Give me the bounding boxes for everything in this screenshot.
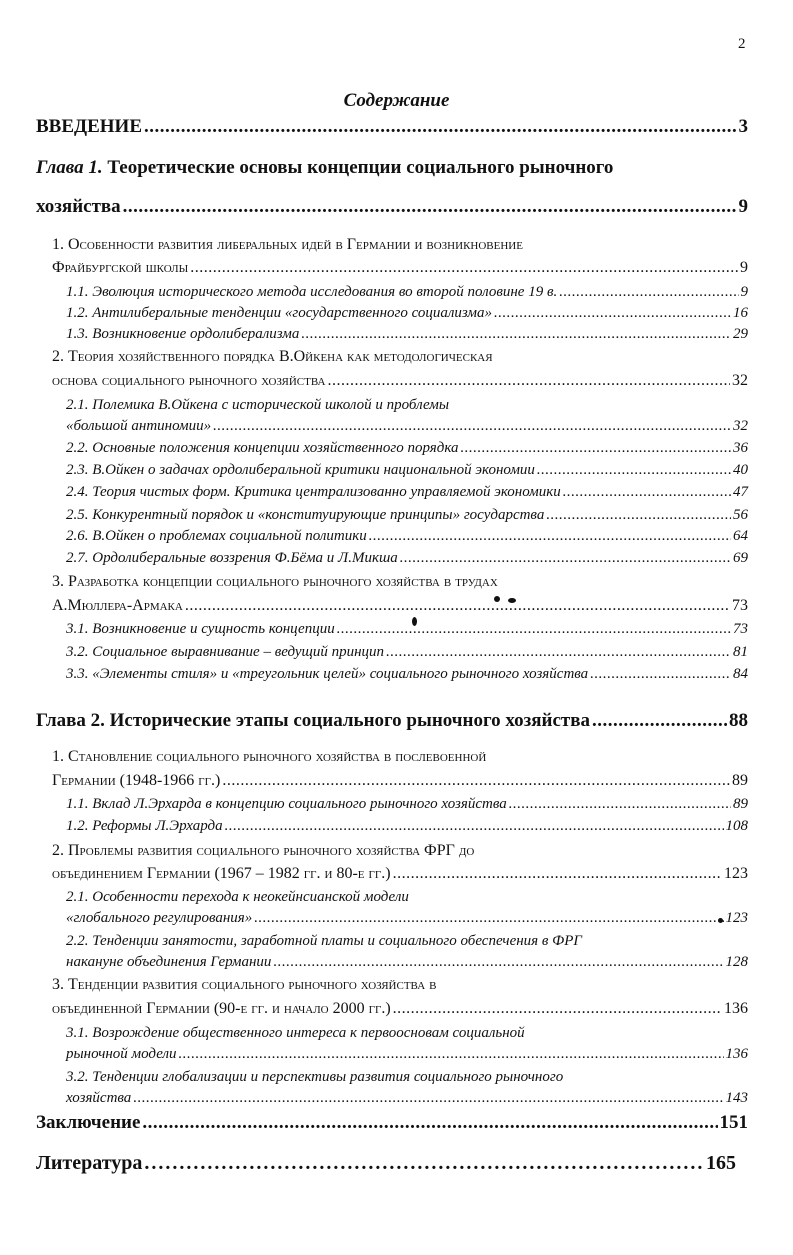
toc-subsection-page: 84 xyxy=(733,666,748,682)
toc-subsection-page: 69 xyxy=(733,550,748,566)
dot-leader xyxy=(144,116,737,138)
toc-section-page: 73 xyxy=(732,597,748,614)
dot-leader xyxy=(559,284,738,301)
toc-section-title: А.Мюллера-Армака xyxy=(52,597,183,614)
toc-section-page: 123 xyxy=(724,865,748,882)
toc-subsection-title: 1.1. Вклад Л.Эрхарда в концепцию социального рыночного хозяйства xyxy=(66,796,507,812)
dot-leader xyxy=(592,710,727,732)
dot-leader xyxy=(185,597,730,615)
dot-leader xyxy=(393,865,722,883)
toc-subsection-title: 3.3. «Элементы стиля» и «треугольник целей» социального рыночного хозяйства xyxy=(66,666,589,682)
toc-subsection-title: 2.4. Теория чистых форм. Критика централизованно управляемой экономики xyxy=(66,484,561,500)
toc-section-page: 32 xyxy=(732,372,748,389)
dot-leader xyxy=(494,305,731,322)
toc-section[interactable]: 2. Теория хозяйственного порядка В.Ойкена как методологическая xyxy=(52,348,493,365)
toc-subsection[interactable] xyxy=(66,484,748,501)
toc-subsection-page: 128 xyxy=(725,954,748,970)
toc-subsection[interactable] xyxy=(66,621,748,638)
toc-subsection-title: 1.2. Реформы Л.Эрхарда xyxy=(66,818,223,834)
dot-leader xyxy=(179,1046,724,1063)
toc-subsection-cont[interactable] xyxy=(66,954,748,971)
toc-subsection-page: 108 xyxy=(725,818,748,834)
toc-section-title: основа социального рыночного хозяйства xyxy=(52,372,326,389)
toc-subsection-title: хозяйства xyxy=(66,1090,132,1106)
toc-subsection-title: 2.6. В.Ойкен о проблемах социальной политики xyxy=(66,528,367,544)
toc-subsection[interactable] xyxy=(66,507,748,524)
toc-chapter1-line2[interactable] xyxy=(36,196,748,218)
toc-subsection[interactable] xyxy=(66,284,748,301)
dot-leader xyxy=(142,1112,717,1134)
toc-subsection-cont[interactable] xyxy=(66,910,748,927)
toc-subsection[interactable] xyxy=(66,462,748,479)
chapter1-title-cont: хозяйства xyxy=(36,196,121,217)
toc-section[interactable]: 3. Разработка концепции социального рыночного хозяйства в трудах xyxy=(52,573,498,590)
toc-section-cont[interactable] xyxy=(52,597,748,615)
toc-section-cont[interactable] xyxy=(52,1000,748,1018)
dot-leader xyxy=(225,818,724,835)
dot-leader xyxy=(144,1152,704,1175)
dot-leader xyxy=(509,796,731,813)
toc-subsection-title: «большой антиномии» xyxy=(66,418,212,434)
toc-subsection[interactable]: 2.1. Особенности перехода к неокейнсианской модели xyxy=(66,889,409,905)
toc-intro[interactable] xyxy=(36,116,748,138)
toc-subsection-title: 1.3. Возникновение ордолиберализма xyxy=(66,326,300,342)
toc-section[interactable]: 2. Проблемы развития социального рыночного хозяйства ФРГ до xyxy=(52,842,475,859)
toc-subsection-title: 2.7. Ордолиберальные воззрения Ф.Бёма и Л.Микша xyxy=(66,550,398,566)
toc-section-title: Фрайбургской школы xyxy=(52,259,189,276)
toc-subsection[interactable] xyxy=(66,440,748,457)
toc-subsection[interactable] xyxy=(66,305,748,322)
scan-speck xyxy=(718,918,723,923)
toc-section-title: объединением Германии (1967 – 1982 гг. и 80-е гг.) xyxy=(52,865,391,882)
dot-leader xyxy=(123,196,737,218)
toc-subsection-page: 56 xyxy=(733,507,748,523)
conclusion-label: Заключение xyxy=(36,1112,141,1133)
toc-intro-page: 3 xyxy=(738,116,748,137)
page-title: Содержание xyxy=(343,90,450,111)
page-number: 2 xyxy=(738,36,746,52)
toc-section-cont[interactable] xyxy=(52,259,748,277)
toc-subsection-title: 3.2. Социальное выравнивание – ведущий принцип xyxy=(66,644,385,660)
dot-leader xyxy=(222,772,730,790)
toc-subsection-page: 36 xyxy=(733,440,748,456)
chapter1-title: Теоретические основы концепции социального рыночного xyxy=(107,157,614,178)
dot-leader xyxy=(273,954,723,971)
chapter1-page: 9 xyxy=(738,196,748,217)
toc-subsection-cont[interactable] xyxy=(66,1046,748,1063)
toc-subsection[interactable] xyxy=(66,550,748,567)
toc-section-cont[interactable] xyxy=(52,772,748,790)
toc-subsection-title: 2.2. Основные положения концепции хозяйственного порядка xyxy=(66,440,459,456)
scan-speck xyxy=(412,617,417,626)
dot-leader xyxy=(301,326,731,343)
scan-speck xyxy=(494,596,500,602)
toc-subsection-page: 29 xyxy=(733,326,748,342)
literature-page: 165 xyxy=(706,1152,736,1174)
toc-subsection-page: 32 xyxy=(733,418,748,434)
dot-leader xyxy=(590,666,731,683)
conclusion-page: 151 xyxy=(719,1112,748,1133)
toc-subsection-page: 143 xyxy=(725,1090,748,1106)
toc-section-cont[interactable] xyxy=(52,372,748,390)
toc-subsection-page: 81 xyxy=(733,644,748,660)
toc-subsection[interactable] xyxy=(66,644,748,661)
dot-leader xyxy=(254,910,723,927)
toc-subsection-page: 64 xyxy=(733,528,748,544)
dot-leader xyxy=(213,418,731,435)
dot-leader xyxy=(400,550,731,567)
toc-subsection[interactable]: 2.2. Тенденции занятости, заработной платы и социального обеспечения в ФРГ xyxy=(66,933,582,949)
toc-subsection-title: 2.5. Конкурентный порядок и «конституирующие принципы» государства xyxy=(66,507,545,523)
toc-subsection-page: 47 xyxy=(733,484,748,500)
toc-subsection-cont[interactable] xyxy=(66,1090,748,1107)
toc-section[interactable]: 1. Особенности развития либеральных идей в Германии и возникновение xyxy=(52,236,523,253)
toc-subsection[interactable] xyxy=(66,796,748,813)
dot-leader xyxy=(386,644,731,661)
dot-leader xyxy=(133,1090,723,1107)
toc-section[interactable]: 3. Тенденции развития социального рыночного хозяйства в xyxy=(52,976,437,993)
toc-subsection-title: накануне объединения Германии xyxy=(66,954,272,970)
toc-subsection-page: 73 xyxy=(733,621,748,637)
toc-section-title: объединенной Германии (90-е гг. и начало 2000 гг.) xyxy=(52,1000,391,1017)
chapter2-page: 88 xyxy=(729,710,748,731)
toc-subsection-page: 89 xyxy=(733,796,748,812)
dot-leader xyxy=(393,1000,722,1018)
chapter1-prefix: Глава 1. xyxy=(36,157,103,178)
dot-leader xyxy=(537,462,731,479)
toc-section[interactable]: 1. Становление социального рыночного хозяйства в послевоенной xyxy=(52,748,487,765)
toc-subsection-title: 2.3. В.Ойкен о задачах ордолиберальной критики национальной экономии xyxy=(66,462,535,478)
scan-speck xyxy=(508,598,516,603)
literature-label: Литература xyxy=(36,1152,143,1174)
toc-subsection[interactable] xyxy=(66,326,748,343)
dot-leader xyxy=(337,621,731,638)
toc-subsection[interactable]: 3.2. Тенденции глобализации и перспективы развития социального рыночного xyxy=(66,1069,564,1085)
toc-section-title: Германии (1948-1966 гг.) xyxy=(52,772,221,789)
dot-leader xyxy=(563,484,731,501)
toc-subsection-title: 1.2. Антилиберальные тенденции «государственного социализма» xyxy=(66,305,492,321)
toc-conclusion[interactable] xyxy=(36,1112,748,1134)
toc-section-cont[interactable] xyxy=(52,865,748,883)
dot-leader xyxy=(460,440,731,457)
toc-subsection-page: 9 xyxy=(740,284,748,300)
toc-subsection[interactable] xyxy=(66,666,748,683)
toc-intro-label: ВВЕДЕНИЕ xyxy=(36,116,142,137)
toc-subsection[interactable] xyxy=(66,528,748,545)
toc-subsection-title: рыночной модели xyxy=(66,1046,177,1062)
toc-subsection-page: 40 xyxy=(733,462,748,478)
toc-subsection-title: 1.1. Эволюция исторического метода исследования во второй половине 19 в. xyxy=(66,284,558,300)
toc-literature[interactable] xyxy=(36,1152,736,1175)
toc-subsection-title: «глобального регулирования» xyxy=(66,910,253,926)
toc-chapter1-line1[interactable] xyxy=(36,157,613,179)
dot-leader xyxy=(546,507,731,524)
toc-subsection-title: 3.1. Возникновение и сущность концепции xyxy=(66,621,335,637)
dot-leader xyxy=(369,528,731,545)
toc-subsection[interactable]: 2.1. Полемика В.Ойкена с исторической школой и проблемы xyxy=(66,397,449,413)
toc-subsection-page: 16 xyxy=(733,305,748,321)
toc-subsection[interactable]: 3.1. Возрождение общественного интереса к первоосновам социальной xyxy=(66,1025,525,1041)
toc-section-page: 136 xyxy=(724,1000,748,1017)
toc-subsection[interactable] xyxy=(66,818,748,835)
dot-leader xyxy=(327,372,730,390)
toc-chapter2[interactable] xyxy=(36,710,748,732)
toc-subsection-page: 136 xyxy=(725,1046,748,1062)
toc-subsection-cont[interactable] xyxy=(66,418,748,435)
dot-leader xyxy=(190,259,738,277)
chapter2-title: Глава 2. Исторические этапы социального рыночного хозяйства xyxy=(36,710,591,731)
toc-subsection-page: 123 xyxy=(725,910,748,926)
toc-section-page: 9 xyxy=(740,259,748,276)
toc-section-page: 89 xyxy=(732,772,748,789)
